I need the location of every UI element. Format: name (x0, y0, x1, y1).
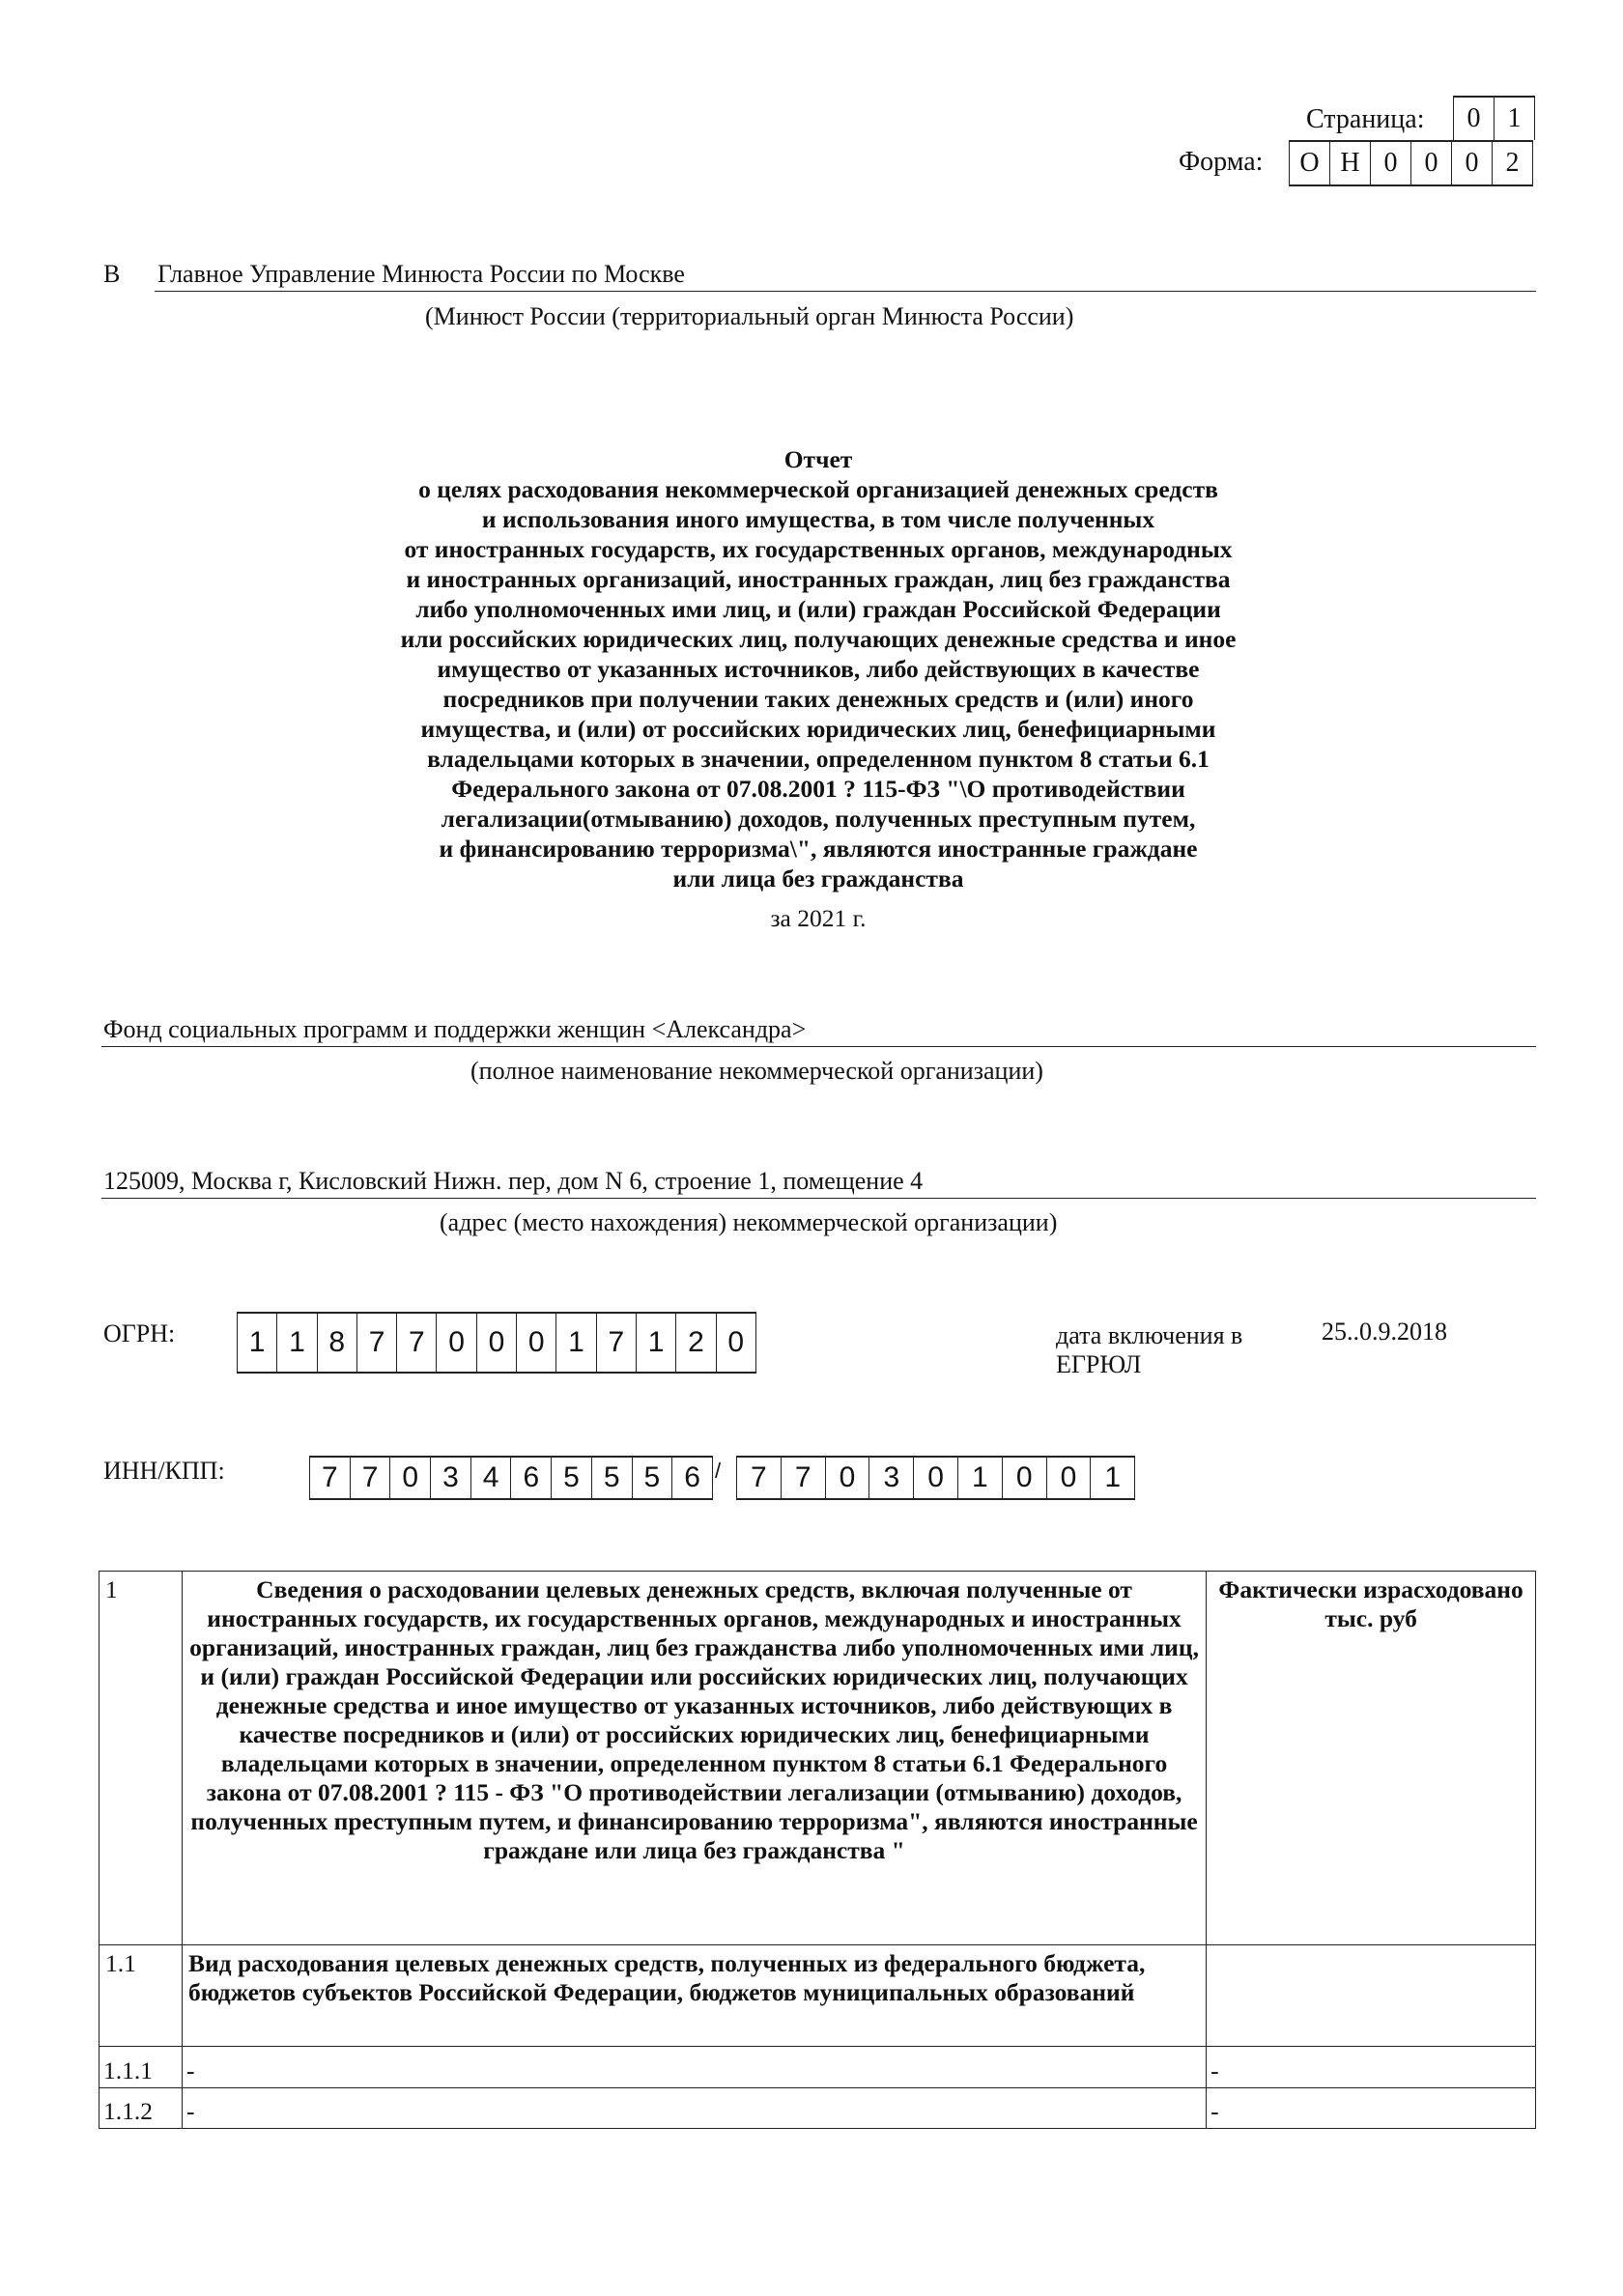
row-number: 1 (100, 1572, 183, 1945)
recipient-prefix: В (103, 260, 121, 288)
inn-digit: 3 (431, 1458, 471, 1498)
table-row (100, 1572, 1536, 1945)
kpp-digit: 0 (914, 1458, 958, 1498)
row-description: - (182, 2047, 1206, 2088)
title-line: имущества, и (или) от российских юридических лиц, бенефициарными (420, 715, 1216, 743)
kpp-digit: 7 (782, 1458, 826, 1498)
org-address-underline (101, 1198, 1536, 1199)
table-row (100, 1945, 1536, 2047)
title-line: или российских юридических лиц, получающих денежные средства и иное (400, 625, 1237, 653)
row-number: 1.1 (100, 1945, 183, 2047)
title-line: и финансированию терроризма\", являются иностранные граждане (439, 835, 1198, 863)
ogrn-digit: 8 (318, 1314, 357, 1372)
title-line: о целях расходования некоммерческой организацией денежных средств (418, 475, 1218, 503)
inn-digit: 5 (592, 1458, 633, 1498)
org-name: Фонд социальных программ и поддержки женщин <Александра> (103, 1015, 807, 1043)
title-line: Отчет (783, 445, 853, 473)
form-char: 0 (1411, 142, 1452, 184)
form-char: 2 (1493, 142, 1533, 184)
kpp-digit: 7 (737, 1458, 782, 1498)
ogrn-digit: 1 (238, 1314, 277, 1372)
inn-digit: 7 (310, 1458, 351, 1498)
row-description: Вид расходования целевых денежных средств, полученных из федерального бюджета, бюджетов субъектов Российской Федерации, бюджетов муниципальных образований (182, 1945, 1206, 2047)
row-number: 1.1.2 (100, 2088, 183, 2129)
row-description: Сведения о расходовании целевых денежных средств, включая полученные от иностранных государств, их государственных органов, международных и иностранных организаций, иностранных граждан, лиц без гражданства либо уполномоченных ими лиц, и (или) граждан Российской Федерации или российских юридических лиц, получающих денежные средства и иное имущество от указанных источников, либо действующих в качестве посредников и (или) от российских юридических лиц, бенефициарными владельцами которых в значении, определенном пунктом 8 статьи 6.1 Федерального закона от 07.08.2001 ? 115 - ФЗ "О противодействии легализации (отмыванию) доходов, полученных преступным путем, и финансированию терроризма", являются иностранные граждане или лица без гражданства " (182, 1572, 1206, 1945)
row-number: 1.1.1 (100, 2047, 183, 2088)
ogrn-digit: 0 (717, 1314, 756, 1372)
recipient-name: Главное Управление Минюста России по Москве (157, 260, 685, 288)
title-line: и использования иного имущества, в том числе полученных (481, 505, 1155, 533)
inn-digit: 4 (471, 1458, 512, 1498)
table-row (100, 2047, 1536, 2088)
kpp-digit: 1 (958, 1458, 1003, 1498)
kpp-digit: 0 (1003, 1458, 1047, 1498)
kpp-digit: 1 (1091, 1458, 1135, 1498)
inn-digit: 5 (633, 1458, 673, 1498)
inn-digit: 6 (511, 1458, 552, 1498)
ogrn-digit: 7 (357, 1314, 397, 1372)
recipient-caption: (Минюст России (территориальный орган Минюста России) (425, 302, 1074, 330)
ogrn-digit: 2 (676, 1314, 716, 1372)
ogrn-digit: 0 (477, 1314, 517, 1372)
egrul-date: 25..0.9.2018 (1322, 1318, 1447, 1346)
row-description: - (182, 2088, 1206, 2129)
title-line: от иностранных государств, их государственных органов, международных (404, 535, 1233, 563)
page-digit: 1 (1495, 98, 1535, 140)
page-number-boxes (1453, 96, 1535, 140)
title-line: имущество от указанных источников, либо действующих в качестве (437, 655, 1200, 683)
page-digit: 0 (1454, 98, 1495, 140)
inn-digit: 0 (390, 1458, 431, 1498)
table-row (100, 2088, 1536, 2129)
form-char: 0 (1452, 142, 1493, 184)
egrul-label-2: ЕГРЮЛ (1056, 1350, 1142, 1378)
inn-digit: 5 (552, 1458, 592, 1498)
ogrn-digit: 1 (637, 1314, 676, 1372)
row-value (1207, 1945, 1536, 2047)
ogrn-digit: 7 (597, 1314, 637, 1372)
title-line: или лица без гражданства (672, 865, 964, 893)
kpp-boxes (736, 1456, 1135, 1500)
title-line: легализации(отмыванию) доходов, полученных преступным путем, (441, 805, 1196, 833)
ogrn-digit: 7 (397, 1314, 437, 1372)
row-value: - (1207, 2088, 1536, 2129)
form-label: Форма: (1179, 147, 1264, 177)
inn-digit: 6 (672, 1458, 713, 1498)
kpp-digit: 3 (869, 1458, 914, 1498)
ogrn-digit: 0 (437, 1314, 476, 1372)
title-line: владельцами которых в значении, определенном пунктом 8 статьи 6.1 (427, 745, 1210, 773)
ogrn-digit: 1 (556, 1314, 596, 1372)
title-line: посредников при получении таких денежных средств и (или) иного (442, 685, 1194, 713)
recipient-underline (155, 291, 1536, 292)
inn-kpp-label: ИНН/КПП: (103, 1457, 225, 1485)
org-address-caption: (адрес (место нахождения) некоммерческой организации) (440, 1208, 1058, 1236)
ogrn-digit: 0 (517, 1314, 556, 1372)
form-char: О (1290, 142, 1330, 184)
page-label: Страница: (1306, 104, 1425, 134)
row-value: - (1207, 2047, 1536, 2088)
kpp-digit: 0 (1047, 1458, 1092, 1498)
form-char: Н (1330, 142, 1371, 184)
expenditure-table (99, 1571, 1536, 2129)
ogrn-digit: 1 (277, 1314, 317, 1372)
report-period: за 2021 г. (770, 904, 867, 932)
inn-kpp-separator: / (715, 1459, 722, 1483)
inn-digit: 7 (351, 1458, 391, 1498)
org-name-caption: (полное наименование некоммерческой организации) (470, 1057, 1043, 1085)
row-value: Фактически израсходовано тыс. руб (1207, 1572, 1536, 1945)
report-title (239, 444, 1398, 933)
inn-boxes (309, 1456, 713, 1500)
ogrn-label: ОГРН: (103, 1319, 176, 1347)
title-line: и иностранных организаций, иностранных граждан, лиц без гражданства (406, 565, 1231, 593)
ogrn-boxes (237, 1312, 756, 1374)
kpp-digit: 0 (826, 1458, 870, 1498)
org-name-underline (101, 1046, 1536, 1047)
org-address: 125009, Москва г, Кисловский Нижн. пер, дом N 6, строение 1, помещение 4 (103, 1167, 924, 1195)
egrul-label: дата включения в (1056, 1321, 1243, 1349)
form-code-boxes (1289, 140, 1533, 186)
title-line: Федерального закона от 07.08.2001 ? 115-ФЗ "\О противодействии (451, 775, 1185, 803)
title-line: либо уполномоченных ими лиц, и (или) граждан Российской Федерации (415, 595, 1221, 623)
form-char: 0 (1371, 142, 1411, 184)
